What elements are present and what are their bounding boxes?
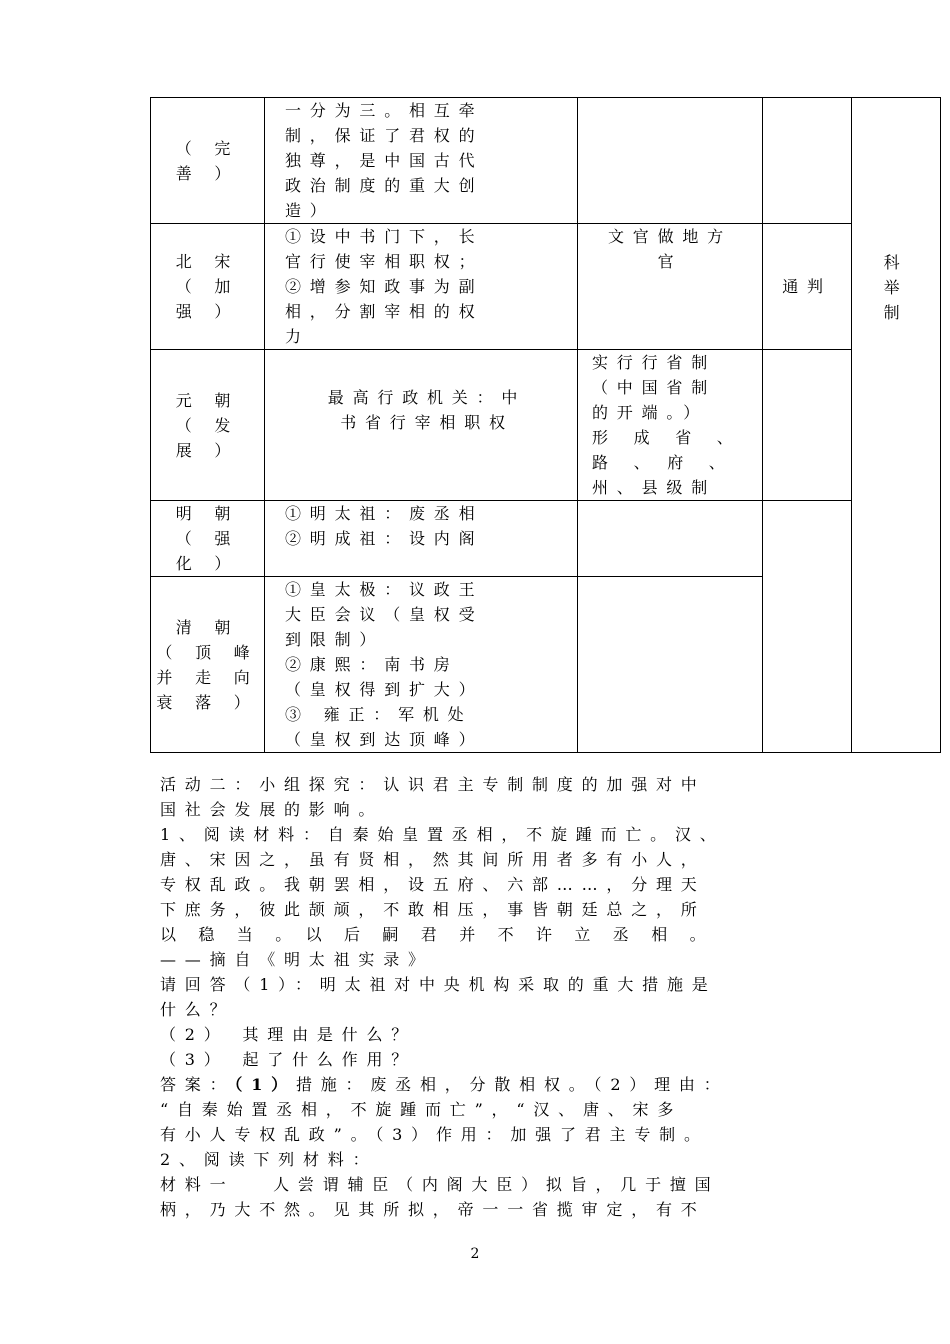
central-line: （皇权到达顶峰）	[285, 730, 484, 749]
body-line: （2） 其理由是什么？	[160, 1025, 417, 1044]
body-line: 材料一 人尝谓辅臣（内阁大臣）拟旨，几于擅国	[160, 1175, 720, 1194]
central-line: 到限制）	[285, 630, 385, 649]
central-line: ②康熙：南书房	[285, 655, 459, 674]
central-line: ①皇太极：议政王	[285, 580, 484, 599]
body-line: 专权乱政。我朝罢相，设五府、六部……，分理天	[160, 875, 706, 894]
central-line: 力	[285, 327, 310, 346]
central-line: 造）	[285, 201, 335, 220]
body-line: 活动二：小组探究：认识君主专制制度的加强对中	[160, 775, 706, 794]
answer-line	[160, 1072, 850, 1097]
body-line: 以 稳 当 。 以 后 嗣 君 并 不 许 立 丞 相 。	[160, 925, 709, 944]
answer-prefix: 答案：	[160, 1075, 235, 1094]
local-line: 文官做地方	[607, 227, 732, 246]
central-line: ②增参知政事为副	[285, 277, 484, 296]
selection-line: 科	[883, 253, 909, 272]
body-line: （3） 起了什么作用？	[160, 1050, 417, 1069]
central-cell	[265, 577, 578, 753]
dynasty-line: （ 强	[175, 529, 240, 548]
selection-line: 举	[883, 278, 909, 297]
central-cell	[265, 224, 578, 350]
dynasty-line: （ 加	[175, 277, 240, 296]
central-line: ①明太祖：废丞相	[285, 504, 484, 523]
dynasty-line: 善 ）	[175, 163, 240, 183]
local-line: 州、县级制	[592, 478, 717, 497]
local-cell	[578, 224, 763, 350]
central-line: 最高行政机关：中	[327, 388, 527, 407]
selection-cell	[852, 98, 941, 753]
body-line: 什么？	[160, 1000, 235, 1019]
local-line: 的开端。）	[592, 403, 709, 422]
body-line: 柄，乃大不然。见其所拟，帝一一省揽审定，有不	[160, 1200, 706, 1219]
central-cell	[265, 501, 578, 577]
central-line: ③ 雍正：军机处	[285, 705, 473, 724]
dynasty-line: 明 朝	[175, 504, 240, 523]
central-cell	[265, 98, 578, 224]
local-line: 形 成 省 、	[592, 428, 738, 447]
body-line: 下庶务，彼此颉颃，不敢相压，事皆朝廷总之，所	[160, 900, 706, 919]
body-line: 2、阅读下列材料：	[160, 1150, 378, 1169]
central-cell	[265, 350, 578, 501]
page-number: 2	[470, 1246, 480, 1262]
body-line: 1、阅读材料：自秦始皇置丞相，不旋踵而亡。汉、	[160, 825, 725, 844]
local-cell	[578, 98, 763, 224]
supervision-label: 通判	[782, 277, 832, 296]
supervision-cell	[763, 350, 852, 501]
selection-line: 制	[883, 303, 909, 322]
central-line: （皇权得到扩大）	[285, 680, 484, 699]
dynasty-line: 清 朝	[175, 617, 240, 637]
supervision-cell	[763, 501, 852, 753]
body-line: “自秦始置丞相，不旋踵而亡”，“汉、唐、宋多	[160, 1100, 683, 1119]
body-text	[160, 772, 850, 1222]
central-line: 制，保证了君权的	[285, 126, 484, 145]
local-cell	[578, 577, 763, 753]
dynasty-line: （ 顶 峰	[156, 642, 259, 662]
central-line: 独尊，是中国古代	[285, 151, 484, 170]
dynasty-cell	[151, 224, 265, 350]
body-line: ——摘自《明太祖实录》	[160, 950, 433, 969]
body-line: 有小人专权乱政”。（3）作用：加强了君主专制。	[160, 1125, 709, 1144]
dynasty-cell	[151, 350, 265, 501]
central-line: 相，分割宰相的权	[285, 302, 484, 321]
body-line: 唐、宋因之，虽有贤相，然其间所用者多有小人，	[160, 850, 706, 869]
dynasty-line: 并 走 向	[156, 667, 259, 687]
central-line: 一分为三。相互牵	[285, 101, 484, 120]
supervision-cell	[763, 224, 852, 350]
local-line: （中国省制	[592, 378, 717, 397]
answer-rest: 措施：废丞相，分散相权。（2）理由：	[295, 1075, 729, 1094]
central-line: ①设中书门下，长	[285, 227, 484, 246]
dynasty-line: 强 ）	[175, 302, 240, 321]
dynasty-line: 化 ）	[175, 554, 240, 573]
central-line: 书省行宰相职权	[340, 413, 514, 432]
dynasty-cell	[151, 577, 265, 753]
dynasty-institution-table	[150, 97, 941, 753]
central-line: ②明成祖：设内阁	[285, 529, 484, 548]
central-line: 官行使宰相职权；	[285, 252, 484, 271]
dynasty-line: （ 完	[175, 138, 240, 158]
dynasty-line: 北 宋	[175, 252, 240, 271]
dynasty-line: 展 ）	[175, 440, 240, 460]
supervision-cell	[763, 98, 852, 224]
local-cell	[578, 501, 763, 577]
dynasty-line: 元 朝	[175, 390, 240, 410]
central-line: 大臣会议（皇权受	[285, 605, 484, 624]
dynasty-line: （ 发	[175, 415, 240, 435]
body-line: 国社会发展的影响。	[160, 800, 384, 819]
local-line: 路 、 府 、	[592, 453, 730, 472]
dynasty-line: 衰 落 ）	[156, 692, 259, 712]
dynasty-cell	[151, 501, 265, 577]
local-cell	[578, 350, 763, 501]
local-line: 实行行省制	[592, 353, 717, 372]
body-line: 请回答（1）：明太祖对中央机构采取的重大措施是	[160, 975, 717, 994]
local-line: 官	[657, 252, 683, 271]
central-line: 政治制度的重大创	[285, 176, 484, 195]
answer-bold: （1）	[234, 1075, 296, 1094]
dynasty-cell	[151, 98, 265, 224]
